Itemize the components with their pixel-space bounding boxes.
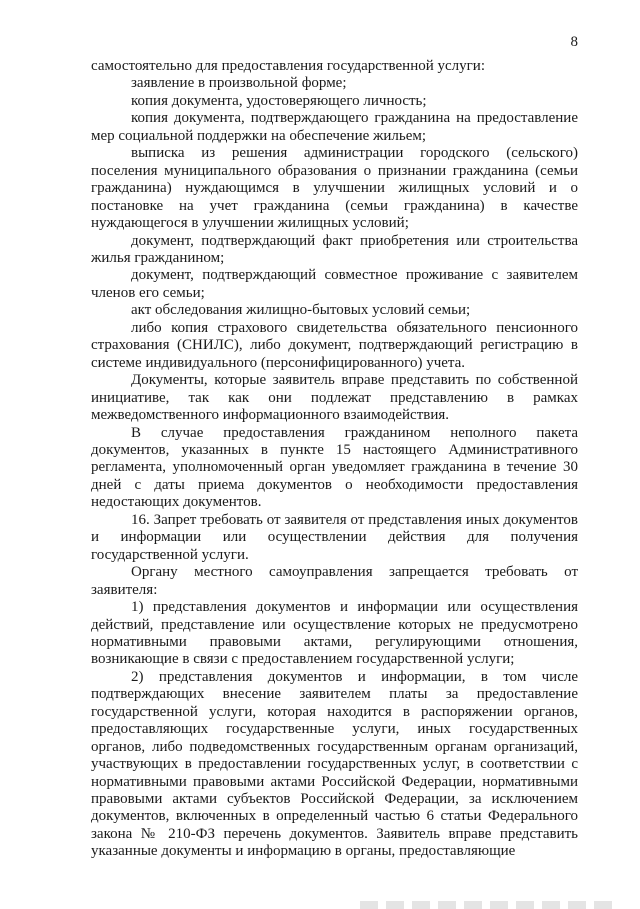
paragraph: 2) представления документов и информации, в том числе подтверждающих внесение заявителем платы за предоставление государственной услуги, которая находится в распоряжении органов, предоставляющих государственные услуги, иных государственных органов, либо подведомственных государственным органам организаций, участвующих в предоставлении государственных услуг, в соответствии с нормативными правовыми актами Российской Федерации, нормативными правовыми актами субъектов Российской Федерации, за исключением документов, включенных в определенный частью 6 статьи Федерального закона № 210-ФЗ перечень документов. Заявитель вправе представить указанные документы и информацию в органы, предоставляющие [91, 668, 578, 860]
paragraph: копия документа, удостоверяющего личность; [131, 92, 427, 109]
paragraph: 16. Запрет требовать от заявителя от представления иных документов и информации или осуществлении действия для получения государственной услуги. [91, 511, 578, 563]
scan-edge-marks [360, 901, 620, 909]
paragraph: либо копия страхового свидетельства обязательного пенсионного страхования (СНИЛС), либо документ, подтверждающий регистрацию в системе индивидуального (персонифицированного) учета. [91, 319, 578, 371]
paragraph: копия документа, подтверждающего гражданина на предоставление мер социальной поддержки на обеспечение жильем; [91, 110, 578, 144]
document-body [91, 58, 578, 861]
paragraph: Документы, которые заявитель вправе представить по собственной инициативе, так как они подлежат представлению в рамках межведомственного информационного взаимодействия. [91, 372, 578, 424]
page-number: 8 [570, 34, 578, 50]
paragraph: документ, подтверждающий факт приобретения или строительства жилья гражданином; [91, 232, 578, 266]
paragraph: самостоятельно для предоставления государственной услуги: [91, 58, 485, 74]
paragraph: Органу местного самоуправления запрещается требовать от заявителя: [91, 564, 578, 598]
paragraph: акт обследования жилищно-бытовых условий семьи; [131, 302, 471, 319]
paragraph: выписка из решения администрации городского (сельского) поселения муниципального образования о признании гражданина (семьи гражданина) нуждающимся в улучшении жилищных условий и о постановке на учет гражданина (семьи гражданина) в качестве нуждающегося в улучшении жилищных условий; [91, 145, 578, 232]
paragraph: документ, подтверждающий совместное проживание с заявителем членов его семьи; [91, 267, 578, 301]
paragraph: 1) представления документов и информации или осуществления действий, представление или осуществление которых не предусмотрено нормативными правовыми актами, регулирующими отношения, возникающие в связи с предоставлением государственной услуги; [91, 599, 578, 668]
paragraph: заявление в произвольной форме; [131, 75, 347, 92]
paragraph: В случае предоставления гражданином неполного пакета документов, указанных в пункте 15 настоящего Административного регламента, уполномоченный орган уведомляет гражданина в течение 30 дней с даты приема документов о необходимости предоставления недостающих документов. [91, 424, 578, 511]
